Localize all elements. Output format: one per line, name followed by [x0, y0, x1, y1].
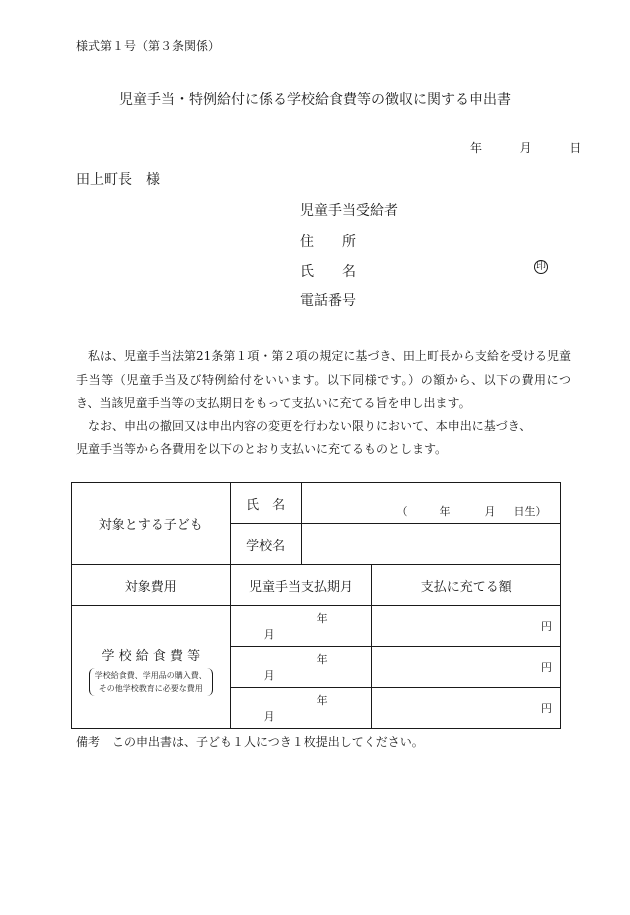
school-name-label: 学校名	[230, 524, 301, 565]
birth-month: 月	[484, 505, 496, 518]
applicant-heading: 児童手当受給者	[300, 203, 398, 219]
date-line	[470, 139, 581, 156]
remarks: 備考 この申出書は、子ども１人につき１枚提出してください。	[76, 735, 424, 749]
phone-label: 電話番号	[300, 293, 356, 309]
addressee: 田上町長 様	[76, 172, 160, 188]
period-month: 月	[263, 669, 275, 682]
date-day: 日	[569, 141, 582, 155]
cost-cell	[72, 606, 231, 729]
period-year: 年	[316, 612, 328, 625]
date-month: 月	[519, 141, 532, 155]
school-name-field[interactable]	[301, 524, 560, 565]
period-month: 月	[263, 710, 275, 723]
period-month: 月	[263, 628, 275, 641]
child-label: 対象とする子ども	[72, 483, 231, 565]
birth-day: 日生）	[513, 505, 547, 518]
cost-name: 学 校 給 食 費 等	[101, 648, 201, 664]
period-year: 年	[316, 694, 328, 707]
document-title: 児童手当・特例給付に係る学校給食費等の徴収に関する申出書	[119, 92, 511, 108]
header-amount: 支払に充てる額	[372, 565, 561, 606]
body-paragraph-1: 私は、児童手当法第21条第１項・第２項の規定に基づき、田上町長から支給を受ける児童手当等（児童手当及び特例給付をいいます。以下同様です。）の額から、以下の費用につき、当該児童手当等の支払期日をもって支払いに充てる旨を申し出ます。	[76, 349, 571, 410]
period-year: 年	[316, 653, 328, 666]
header-cost: 対象費用	[72, 565, 231, 606]
period-cell[interactable]	[230, 647, 372, 688]
period-cell[interactable]	[230, 606, 372, 647]
body-paragraph-2-line-1: なお、申出の撤回又は申出内容の変更を行わない限りにおいて、本申出に基づき、	[88, 419, 532, 433]
period-cell[interactable]	[230, 688, 372, 729]
seal-mark: 印	[536, 261, 546, 272]
address-label: 住 所	[300, 234, 356, 250]
cost-note-line-2: その他学校教育に必要な費用	[98, 683, 203, 693]
child-name-label: 氏 名	[230, 483, 301, 524]
child-name-field[interactable]	[301, 483, 560, 524]
header-period: 児童手当支払期月	[230, 565, 372, 606]
cost-note-line-1: 学校給食費、学用品の購入費、	[94, 670, 207, 680]
birth-open: （	[396, 505, 408, 518]
name-label: 氏 名	[300, 264, 356, 280]
birth-year: 年	[439, 505, 451, 518]
amount-cell[interactable]: 円	[372, 688, 561, 729]
amount-cell[interactable]: 円	[372, 647, 561, 688]
birth-date	[397, 503, 547, 519]
form-number: 様式第１号（第３条関係）	[76, 39, 221, 53]
application-table	[71, 482, 561, 729]
cost-note	[89, 668, 213, 696]
date-year: 年	[470, 141, 483, 155]
amount-cell[interactable]: 円	[372, 606, 561, 647]
body-paragraph-2-line-2: 児童手当等から各費用を以下のとおり支払いに充てるものとします。	[76, 442, 448, 456]
